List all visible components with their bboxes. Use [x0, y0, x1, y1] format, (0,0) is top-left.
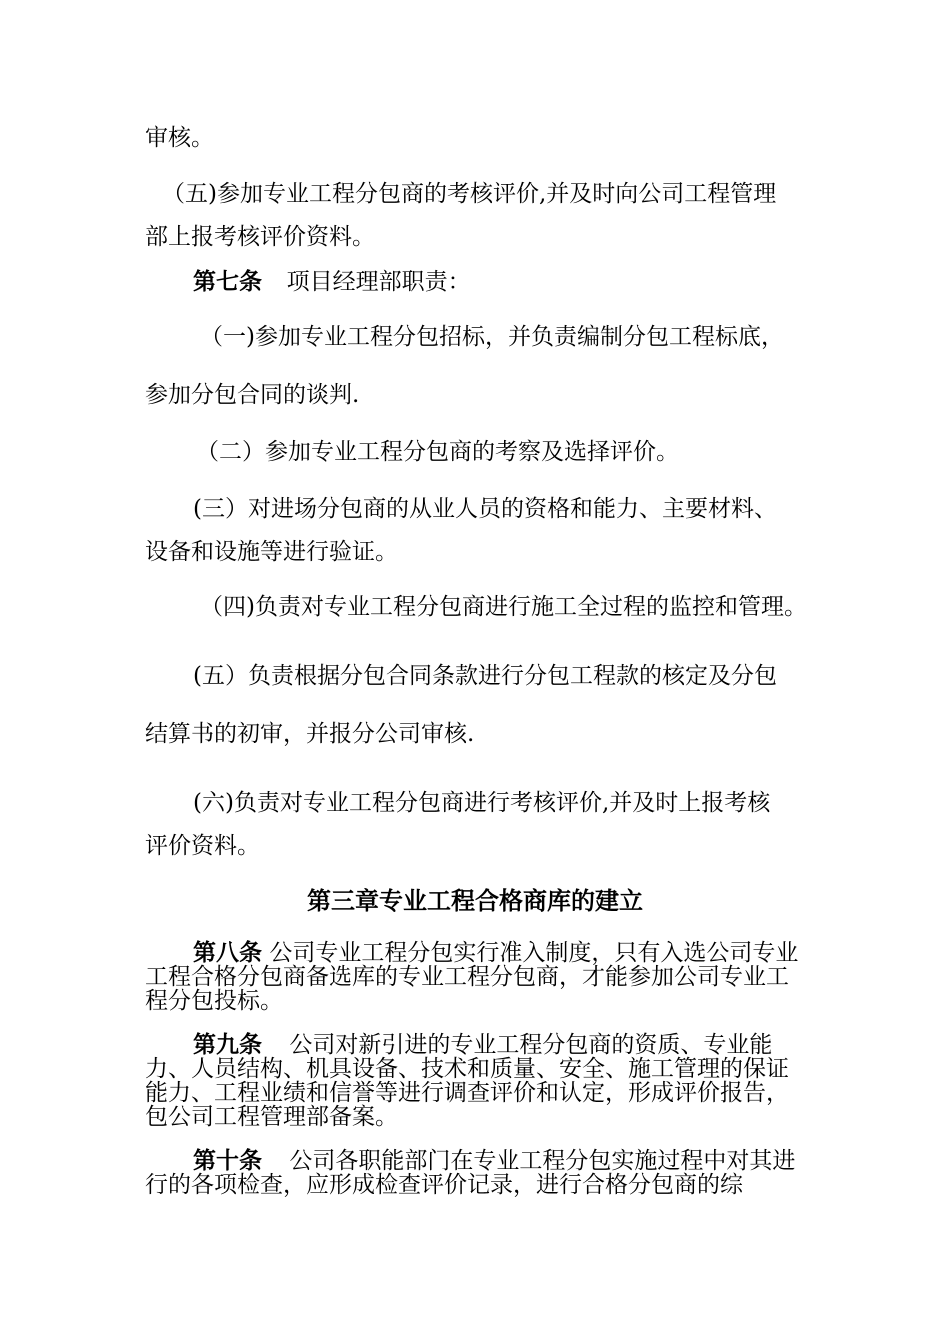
article-8-paragraph	[145, 941, 805, 1013]
text-line-1: 审核。	[145, 125, 214, 151]
article-7-label: 第七条	[193, 268, 262, 295]
article-8-text: 公司专业工程分包实行准入制度，只有入选公司专业工程合格分包商备选库的专业工程分包商，才能参加公司专业工程分包投标。	[145, 940, 799, 1014]
article-10-text: 公司各职能部门在专业工程分包实施过程中对其进行的各项检查，应形成检查评价记录，进行合格分包商的综	[145, 1148, 796, 1198]
text-line-3: 部上报考核评价资料。	[145, 224, 375, 250]
text-line-5: （一)参加专业工程分包招标，并负责编制分包工程标底，	[200, 324, 784, 350]
chapter-title: 第三章专业工程合格商库的建立	[307, 887, 643, 915]
article-10-label: 第十条	[193, 1147, 262, 1174]
article-10-paragraph	[145, 1149, 805, 1197]
text-line-11: (五）负责根据分包合同条款进行分包工程款的核定及分包	[193, 663, 777, 689]
article-7-text: 项目经理部职责：	[286, 269, 471, 295]
article-7-line	[193, 270, 471, 294]
article-8-label: 第八条	[193, 939, 262, 966]
article-9-text: 公司对新引进的专业工程分包商的资质、专业能力、人员结构、机具设备、技术和质量、安全、施工管理的保证能力、工程业绩和信誉等进行调查评价和认定，形成评价报告，包公司工程管理部备案。	[145, 1032, 789, 1130]
text-line-6: 参加分包合同的谈判.	[145, 382, 360, 408]
text-line-8: (三）对进场分包商的从业人员的资格和能力、主要材料、	[193, 496, 777, 522]
text-line-7: （二）参加专业工程分包商的考察及选择评价。	[196, 439, 679, 465]
text-line-9: 设备和设施等进行验证。	[145, 539, 398, 565]
article-9-paragraph	[145, 1033, 805, 1129]
text-line-12: 结算书的初审，并报分公司审核.	[145, 721, 475, 747]
text-line-14: 评价资料。	[145, 833, 260, 859]
article-9-label: 第九条	[193, 1031, 262, 1058]
text-line-13: (六)负责对专业工程分包商进行考核评价,并及时上报考核	[193, 790, 771, 816]
text-line-2: （五)参加专业工程分包商的考核评价,并及时向公司工程管理	[162, 181, 777, 207]
text-line-10: （四)负责对专业工程分包商进行施工全过程的监控和管理。	[200, 594, 807, 620]
